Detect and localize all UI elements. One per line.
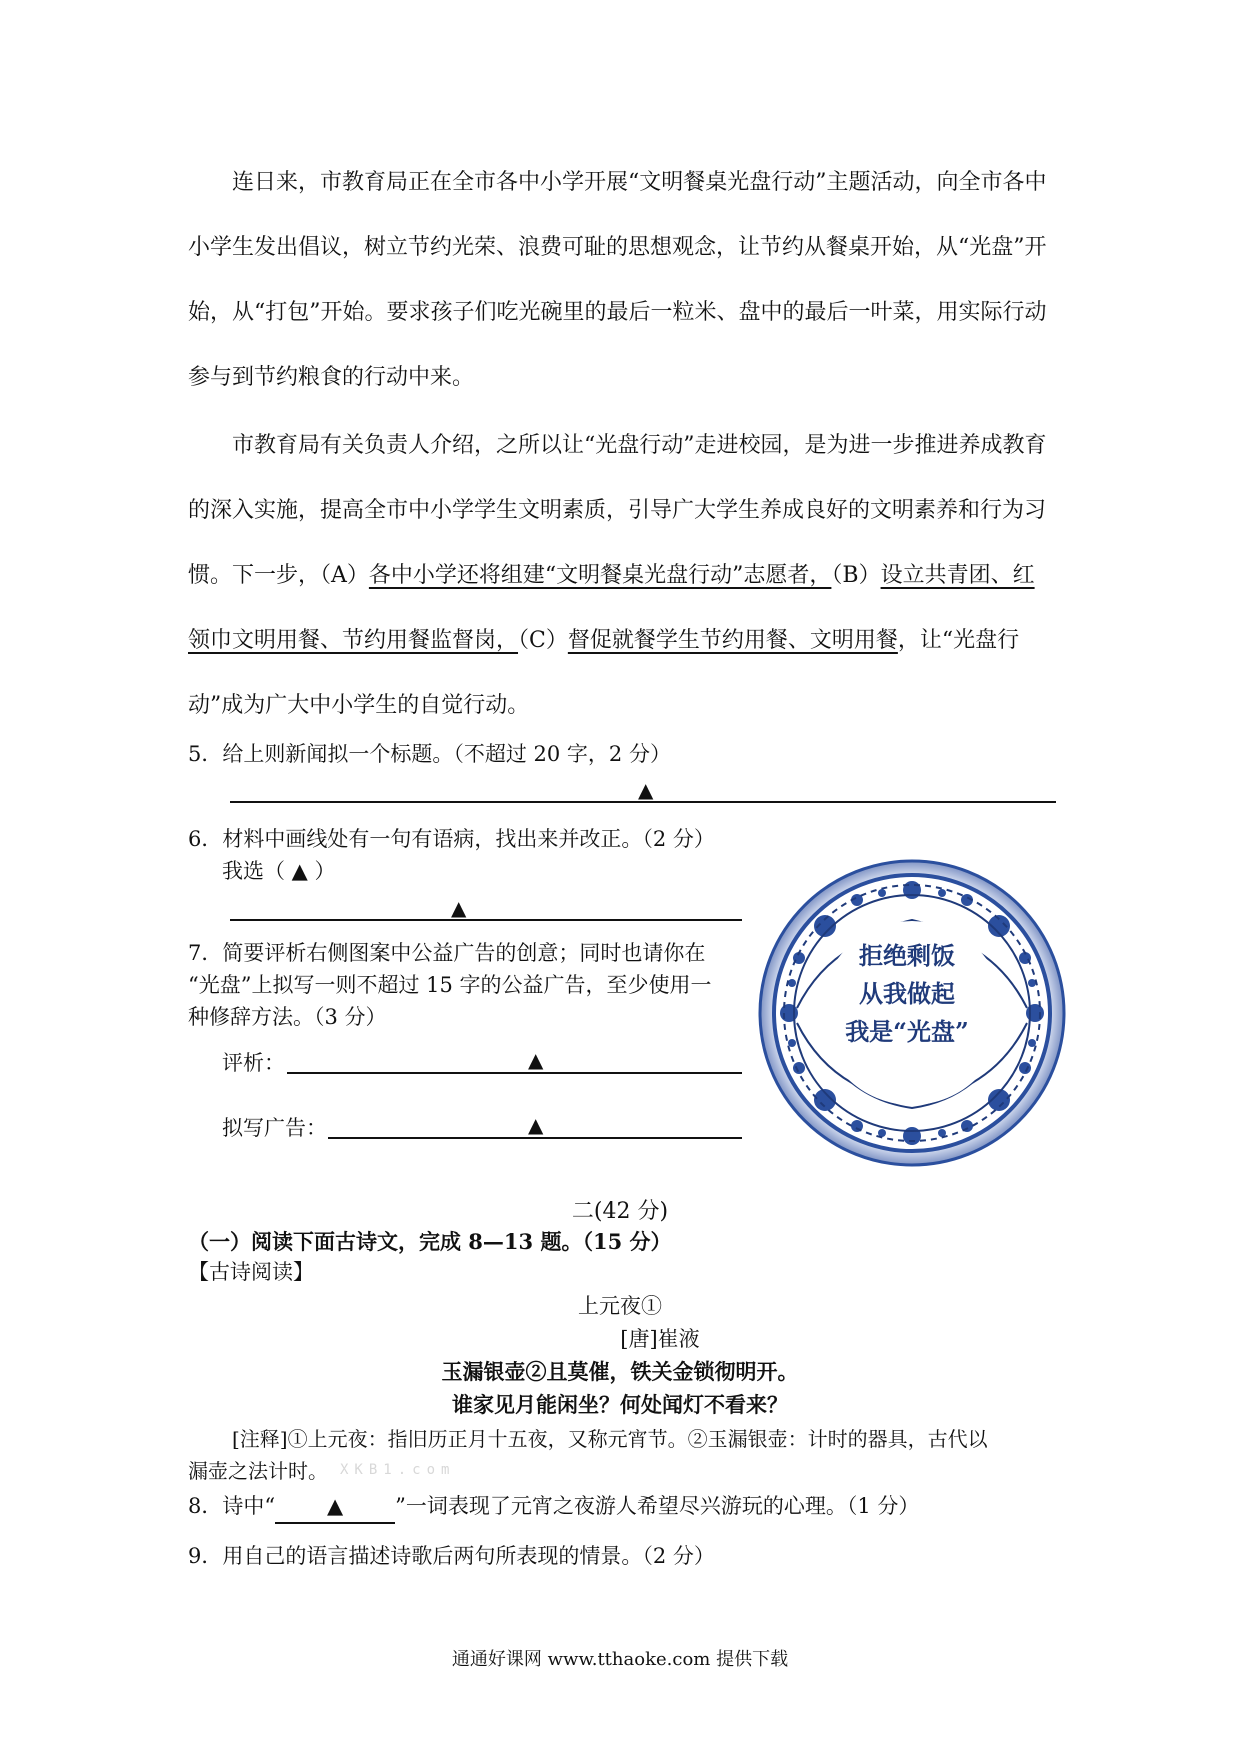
news-paragraph-2: 市教育局有关负责人介绍，之所以让“光盘行动”走进校园，是为进一步推进养成教育的深入实施，提高全市中小学学生文明素质，引导广大学生养成良好的文明素养和行为习惯。下一步，（A）各中小学还将组建“文明餐桌光盘行动”志愿者，（B）设立共青团、红领巾文明用餐、节约用餐监督岗，（C）督促就餐学生节约用餐、文明用餐，让“光盘行动”成为广大中小学生的自觉行动。 bbox=[188, 433, 1047, 718]
question-8: 8．诗中“ ▲ ”一词表现了元宵之夜游人希望尽兴游玩的心理。（1 分） bbox=[188, 1490, 919, 1524]
poem-line-2: 谁家见月能闲坐？何处闻灯不看来？ bbox=[452, 1392, 788, 1417]
section-2-title: 二(42 分) bbox=[571, 1199, 669, 1224]
question-5: 5．给上则新闻拟一个标题。（不超过 20 字，2 分） bbox=[188, 742, 671, 766]
answer-line-eval[interactable] bbox=[287, 1072, 742, 1074]
poem-note-2: 漏壶之法计时。 bbox=[188, 1459, 328, 1483]
underlined-c: 督促就餐学生节约用餐、文明用餐 bbox=[567, 628, 898, 653]
underlined-b: 设立共青团、红领巾文明用餐、节约用餐监督岗， bbox=[188, 563, 1035, 653]
question-6: 6．材料中画线处有一句有语病，找出来并改正。（2 分） bbox=[188, 827, 715, 851]
answer-line-q6[interactable] bbox=[230, 919, 742, 921]
poem-note-1: [注释]①上元夜：指旧历正月十五夜，又称元宵节。②玉漏银壶：计时的器具，古代以 bbox=[232, 1427, 988, 1451]
poem-title: 上元夜① bbox=[578, 1294, 662, 1318]
plate-text-3: 我是“光盘” bbox=[845, 1017, 969, 1046]
question-7-line-3: 种修辞方法。（3 分） bbox=[188, 1005, 387, 1029]
answer-marker-ad: ▲ bbox=[528, 1113, 544, 1137]
underlined-a: 各中小学还将组建“文明餐桌光盘行动”志愿者， bbox=[368, 563, 832, 588]
plate-image bbox=[757, 858, 1067, 1168]
label-c: （C） bbox=[518, 628, 568, 653]
plate-illustration bbox=[757, 858, 1067, 1168]
answer-line-ad[interactable] bbox=[328, 1137, 742, 1139]
answer-marker-q6: ▲ bbox=[451, 896, 467, 920]
plate-text-1: 拒绝剩饭 bbox=[859, 941, 955, 970]
answer-marker-q5: ▲ bbox=[638, 778, 654, 802]
poem-author: [唐]崔液 bbox=[620, 1327, 700, 1351]
question-7-line-2: “光盘”上拟写一则不超过 15 字的公益广告，至少使用一 bbox=[188, 973, 712, 997]
answer-blank-q8[interactable]: ▲ bbox=[275, 1490, 395, 1524]
poem-line-1: 玉漏银壶②且莫催，铁关金锁彻明开。 bbox=[441, 1359, 799, 1384]
answer-marker-eval: ▲ bbox=[528, 1048, 544, 1072]
poem-reading-tag: 【古诗阅读】 bbox=[188, 1260, 314, 1284]
section-2-part-1: （一）阅读下面古诗文，完成 8—13 题。（15 分） bbox=[188, 1229, 672, 1254]
plate-text-2: 从我做起 bbox=[859, 979, 955, 1008]
question-7-line-1: 7．简要评析右侧图案中公益广告的创意；同时也请你在 bbox=[188, 941, 706, 965]
eval-label: 评析： bbox=[222, 1051, 285, 1075]
watermark: XKB1.com bbox=[340, 1462, 456, 1478]
question-9: 9．用自己的语言描述诗歌后两句所表现的情景。（2 分） bbox=[188, 1544, 715, 1568]
choice-q6[interactable]: 我选（ ▲ ） bbox=[222, 859, 336, 883]
label-a: （A） bbox=[320, 563, 369, 588]
footer: 通通好课网 www.tthaoke.com 提供下载 bbox=[451, 1649, 789, 1670]
news-paragraph-1: 连日来，市教育局正在全市各中小学开展“文明餐桌光盘行动”主题活动，向全市各中小学生发出倡议，树立节约光荣、浪费可耻的思想观念，让节约从餐桌开始，从“光盘”开始，从“打包”开始。要求孩子们吃光碗里的最后一粒米、盘中的最后一叶菜，用实际行动参与到节约粮食的行动中来。 bbox=[188, 170, 1047, 390]
label-b: （B） bbox=[831, 563, 881, 588]
ad-label: 拟写广告： bbox=[222, 1116, 327, 1140]
